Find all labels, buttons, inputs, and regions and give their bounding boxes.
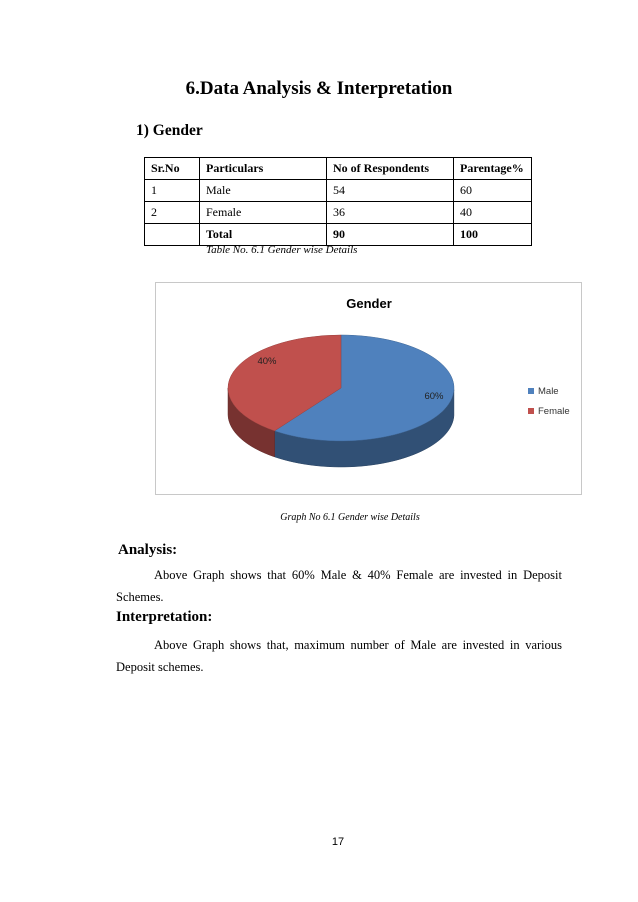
table-row [145, 180, 532, 202]
data-label-female: 40% [257, 356, 277, 367]
col-header-particulars: Particulars [200, 158, 327, 180]
analysis-heading: Analysis: [118, 542, 178, 558]
col-header-respondents: No of Respondents [327, 158, 454, 180]
interpretation-heading: Interpretation: [116, 609, 213, 625]
legend-swatch-male [528, 388, 534, 394]
interpretation-text: Above Graph shows that, maximum number of Male are invested in various Deposit schemes. [116, 638, 562, 674]
table-total-row [145, 224, 532, 246]
chart-caption: Graph No 6.1 Gender wise Details [280, 512, 420, 523]
table-cell: Total [200, 224, 327, 246]
table-cell: Female [200, 202, 327, 224]
table-cell: 60 [454, 180, 532, 202]
table-row [145, 202, 532, 224]
table-cell: 90 [327, 224, 454, 246]
table-header-row [145, 158, 532, 180]
analysis-text: Above Graph shows that 60% Male & 40% Female are invested in Deposit Schemes. [116, 568, 562, 604]
gender-table [144, 157, 532, 246]
table-caption: Table No. 6.1 Gender wise Details [206, 244, 358, 256]
table-cell: Male [200, 180, 327, 202]
page-heading: 6.Data Analysis & Interpretation [185, 78, 453, 99]
table-cell: 40 [454, 202, 532, 224]
table-cell: 2 [145, 202, 200, 224]
table-cell: 100 [454, 224, 532, 246]
pie-chart [155, 282, 582, 495]
legend-label-male: Male [538, 386, 559, 397]
col-header-percentage: Parentage% [454, 158, 532, 180]
chart-title: Gender [346, 296, 392, 311]
table-cell: 36 [327, 202, 454, 224]
section-title: 1) Gender [136, 122, 203, 139]
table-cell: 54 [327, 180, 454, 202]
page-number: 17 [331, 836, 345, 848]
data-label-male: 60% [424, 391, 444, 402]
legend-swatch-female [528, 408, 534, 414]
pie-chart-svg [156, 283, 581, 494]
col-header-srno: Sr.No [145, 158, 200, 180]
legend-label-female: Female [538, 406, 570, 417]
table-cell: 1 [145, 180, 200, 202]
table-cell [145, 224, 200, 246]
